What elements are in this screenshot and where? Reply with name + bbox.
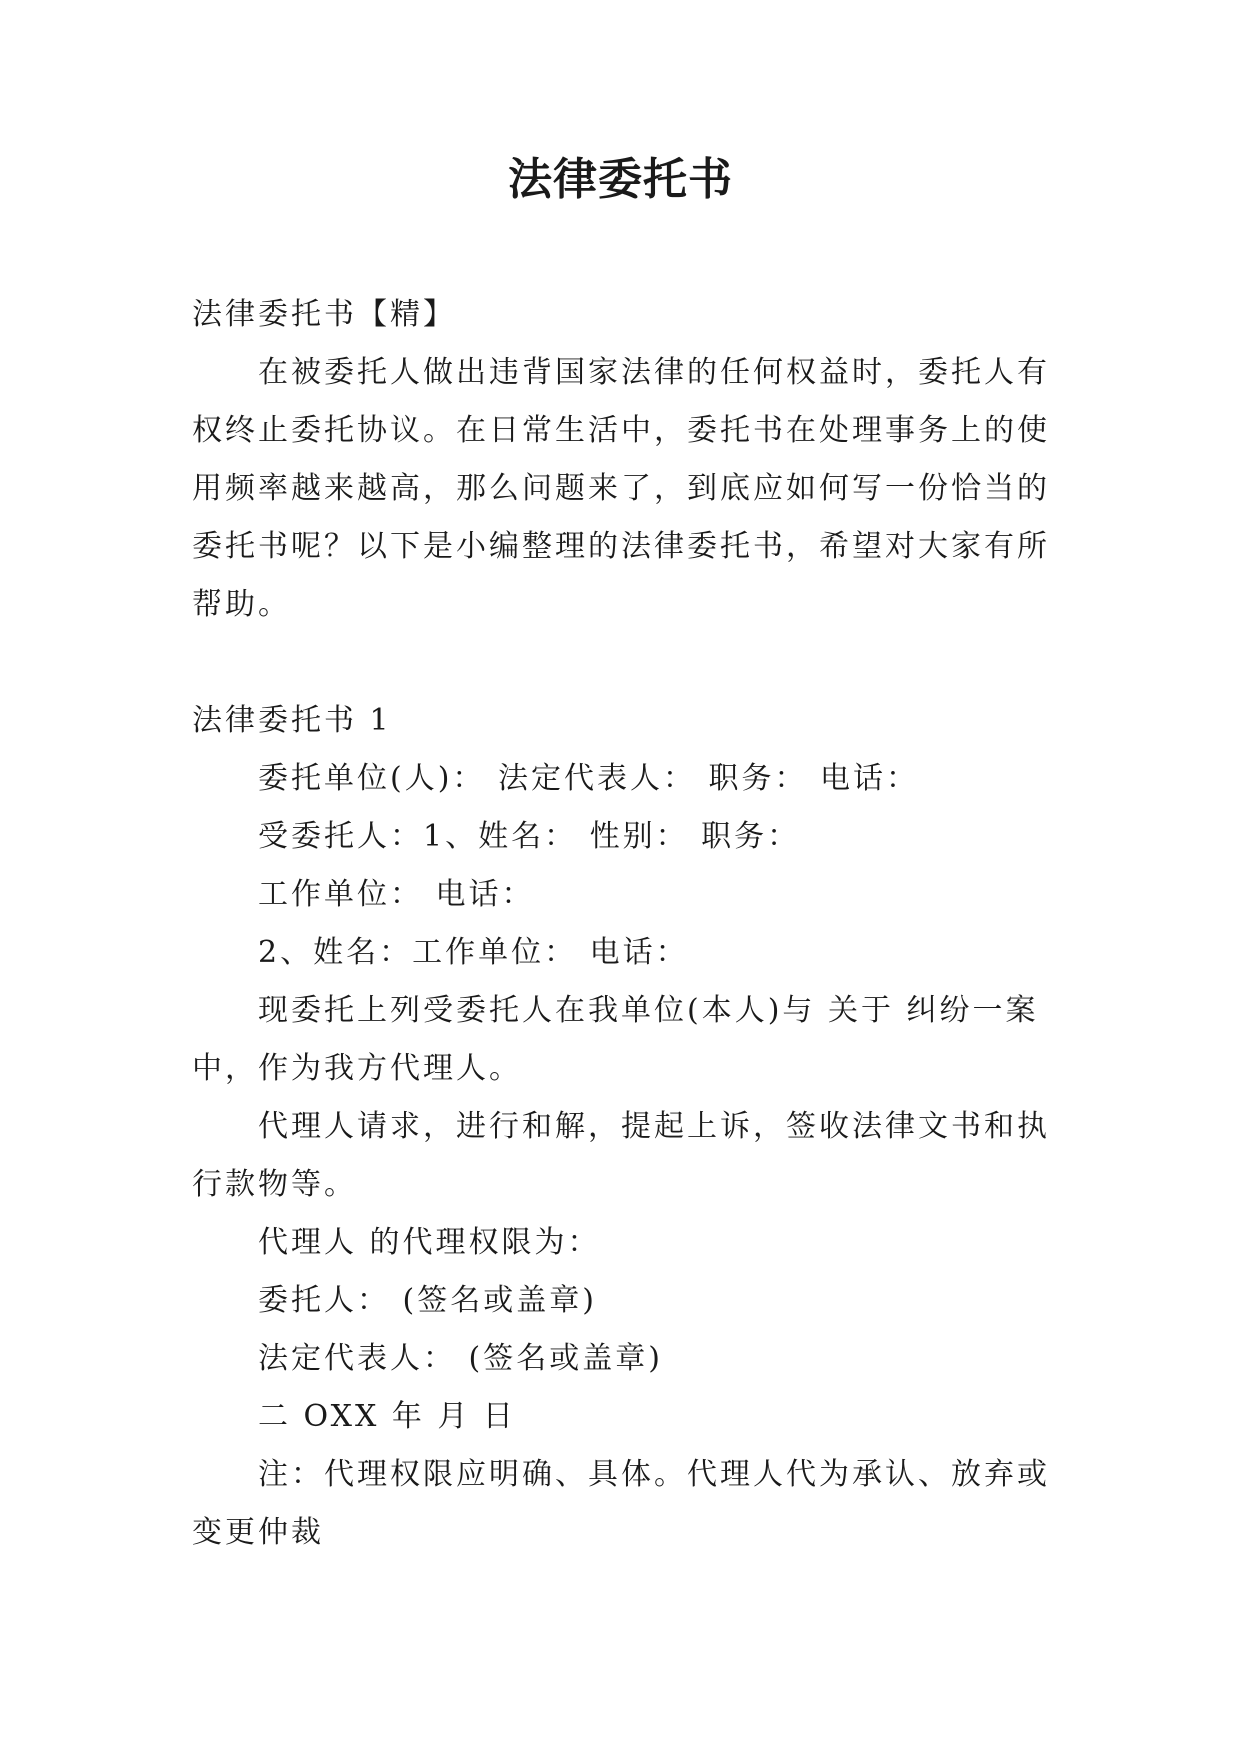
case-paragraph-line-1: 现委托上列受委托人在我单位(本人)与 关于 纠纷一案 [258,993,1039,1028]
intro-line-5: 帮助。 [192,587,291,622]
client-fields: 委托单位(人)： 法定代表人： 职务： 电话： [258,761,920,796]
intro-line-1: 在被委托人做出违背国家法律的任何权益时，委托人有 [258,355,1050,390]
note-line-2: 变更仲裁 [192,1515,324,1550]
note-line-1: 注：代理权限应明确、具体。代理人代为承认、放弃或 [258,1457,1050,1492]
document-title: 法律委托书 [508,154,733,205]
powers-paragraph-line-1: 代理人请求，进行和解，提起上诉，签收法律文书和执 [258,1109,1050,1144]
intro-line-2: 权终止委托协议。在日常生活中，委托书在处理事务上的使 [192,413,1050,448]
scope-line: 代理人 的代理权限为： [258,1225,601,1260]
date-line: 二 OXX 年 月 日 [258,1399,516,1434]
document-heading: 法律委托书【精】 [192,297,456,332]
intro-line-4: 委托书呢？以下是小编整理的法律委托书，希望对大家有所 [192,529,1050,564]
legal-rep-signature-line: 法定代表人： (签名或盖章) [258,1341,663,1376]
client-signature-line: 委托人： (签名或盖章) [258,1283,597,1318]
section-heading: 法律委托书 1 [192,703,392,738]
agent2-fields: 2、姓名：工作单位： 电话： [258,935,689,970]
section-spacer [192,634,1052,692]
document-body [192,286,1052,1562]
agent1-fields: 受委托人：1、姓名： 性别： 职务： [258,819,801,854]
intro-line-3: 用频率越来越高，那么问题来了，到底应如何写一份恰当的 [192,471,1050,506]
agent1-work-fields: 工作单位： 电话： [258,877,535,912]
powers-paragraph-line-2: 行款物等。 [192,1167,357,1202]
case-paragraph-line-2: 中，作为我方代理人。 [192,1051,522,1086]
